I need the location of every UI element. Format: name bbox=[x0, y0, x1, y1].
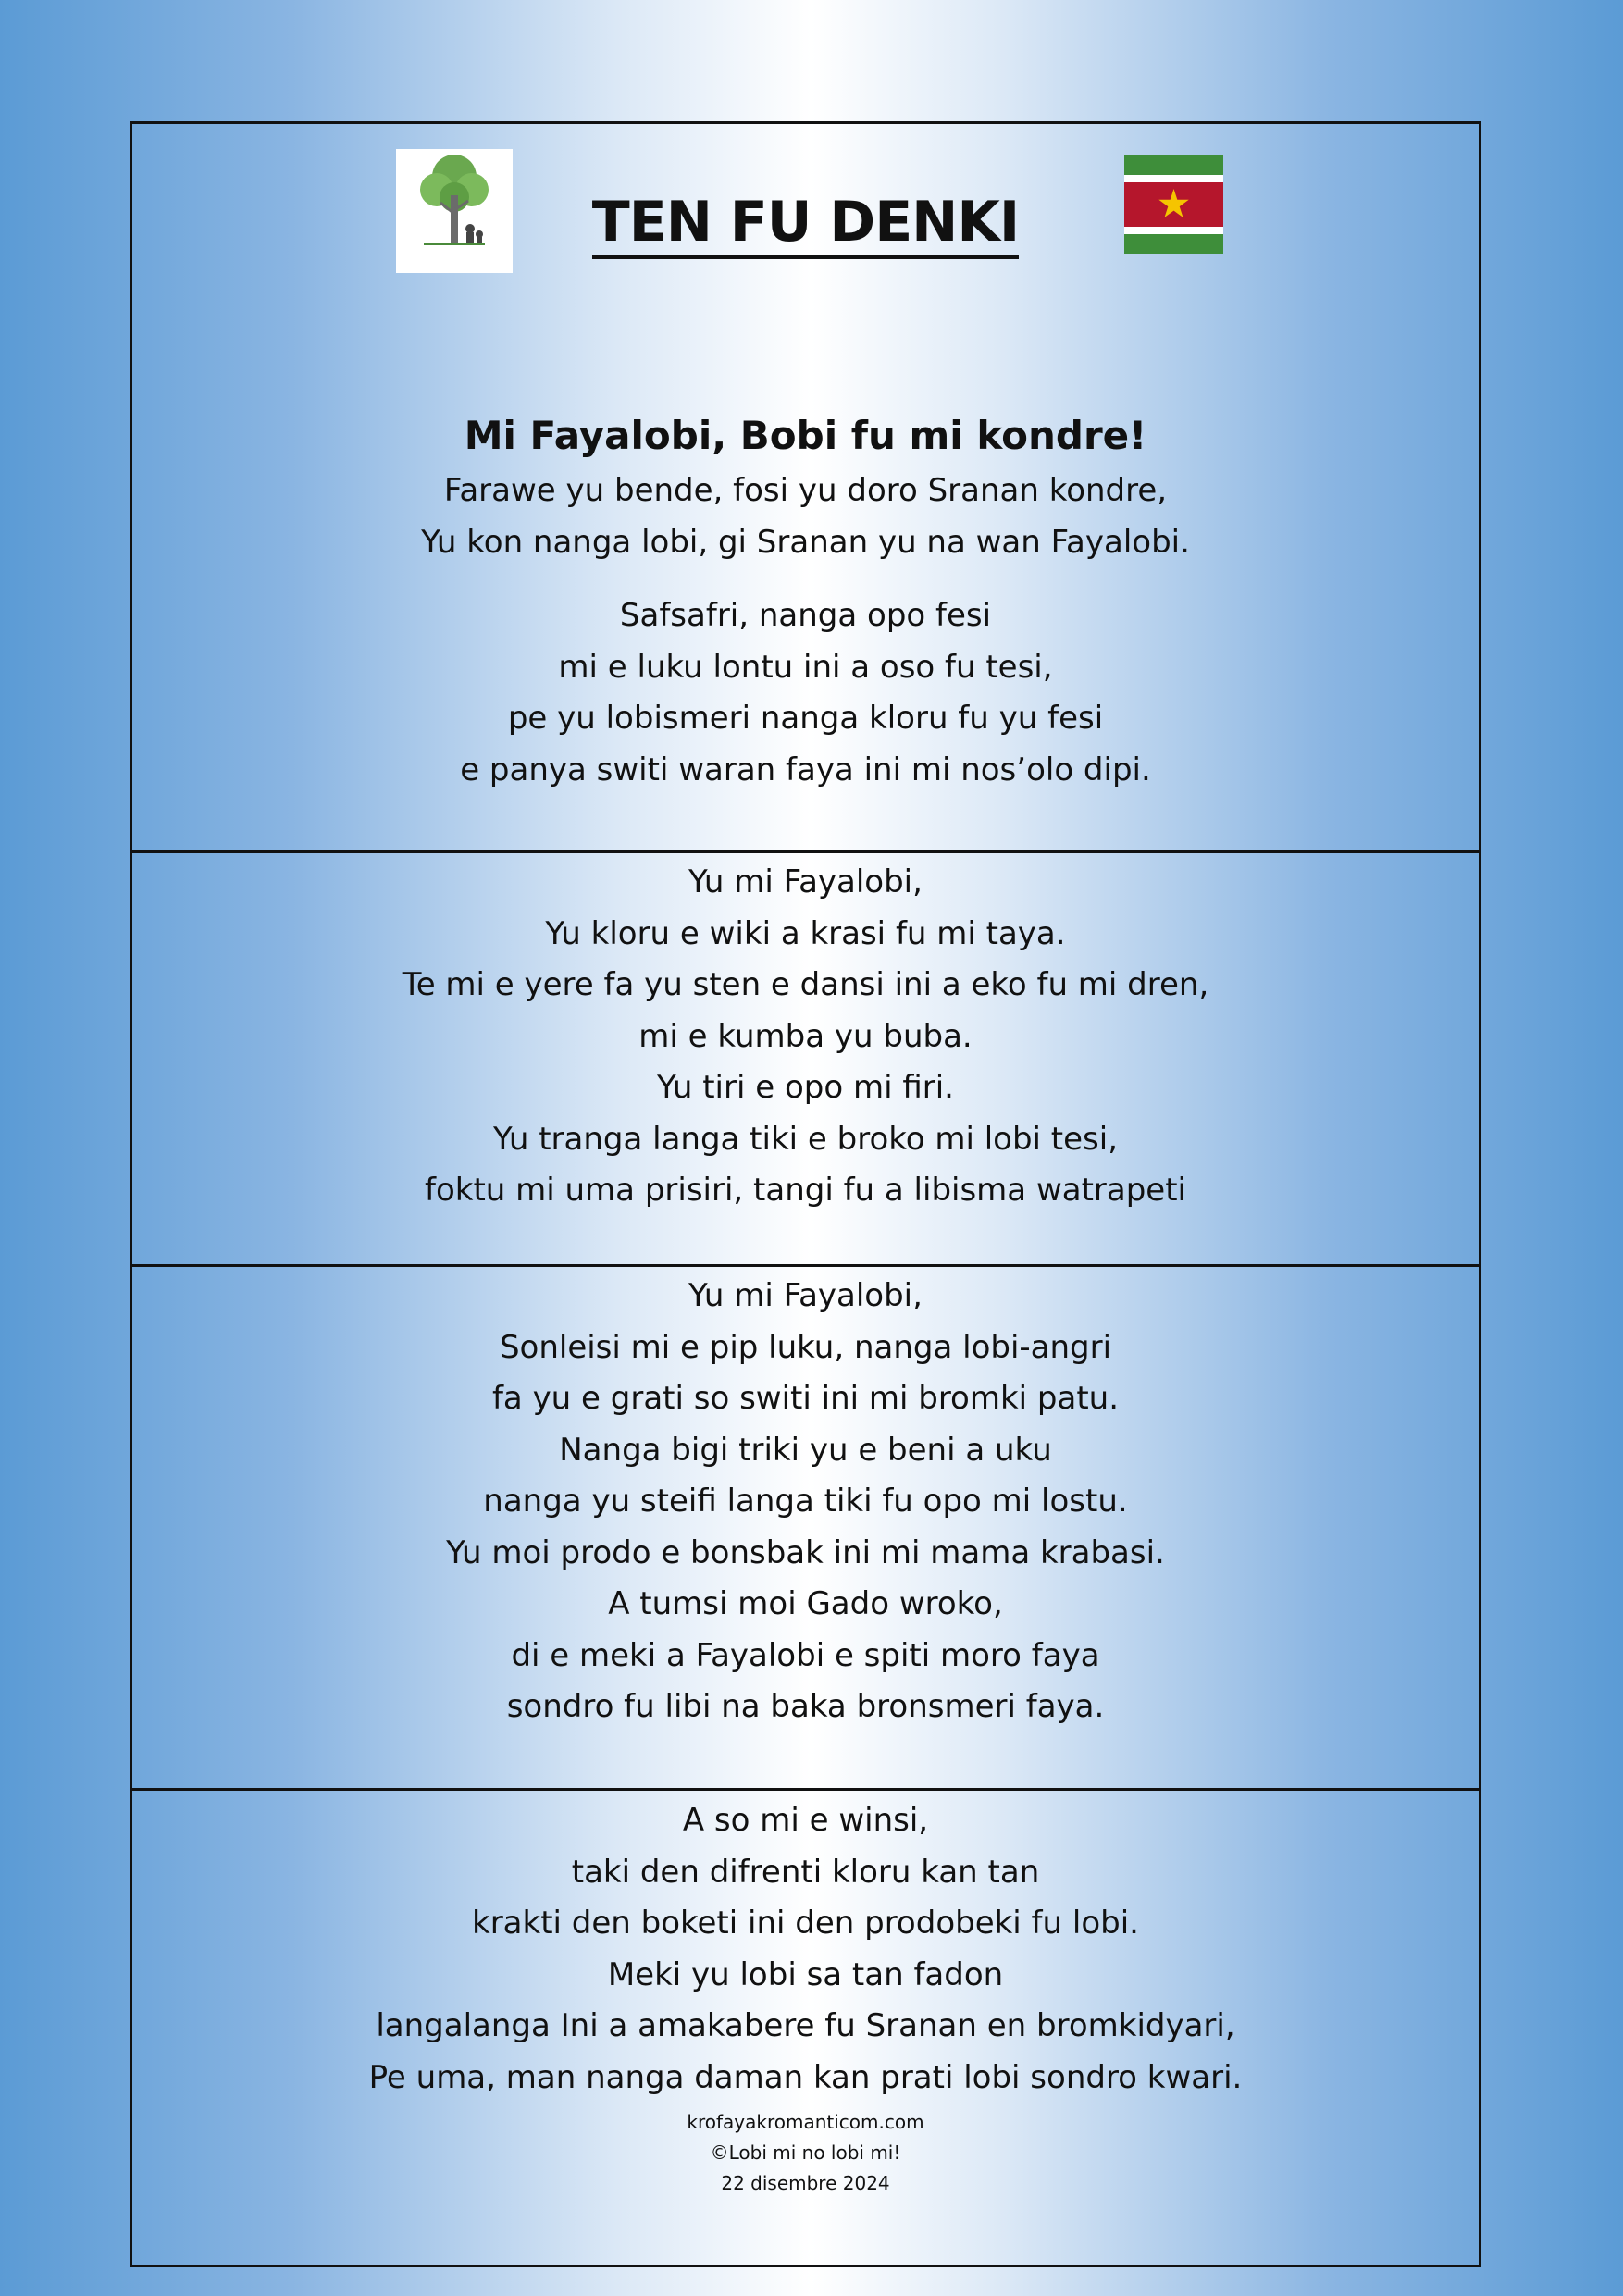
poem-line: Meki yu lobi sa tan fadon bbox=[607, 1955, 1004, 1993]
poem-line: Yu tiri e opo mi firi. bbox=[657, 1069, 954, 1106]
poem-line: nanga yu steifi langa tiki fu opo mi lostu. bbox=[483, 1483, 1128, 1520]
footer-date: 22 disembre 2024 bbox=[721, 2172, 890, 2194]
stanza-2 bbox=[132, 857, 1479, 1217]
poem-line: Pe uma, man nanga daman kan prati lobi sondro kwari. bbox=[368, 2058, 1243, 2096]
poem-line: mi e luku lontu ini a oso fu tesi, bbox=[558, 648, 1053, 686]
poem-line: Yu moi prodo e bonsbak ini mi mama krabasi. bbox=[446, 1533, 1165, 1571]
section-divider bbox=[132, 1788, 1479, 1791]
poem-line: Nanga bigi triki yu e beni a uku bbox=[559, 1431, 1052, 1469]
stanza-3 bbox=[132, 1271, 1479, 1733]
stanza-4 bbox=[132, 1795, 1479, 2199]
section-divider bbox=[132, 850, 1479, 853]
intro-section bbox=[132, 408, 1479, 796]
page-title-text: TEN FU DENKI bbox=[592, 190, 1019, 259]
poem-line: di e meki a Fayalobi e spiti moro faya bbox=[511, 1636, 1100, 1674]
poem-line: A so mi e winsi, bbox=[682, 1802, 929, 1839]
poem-line: pe yu lobismeri nanga kloru fu yu fesi bbox=[507, 700, 1104, 737]
section-divider bbox=[132, 1264, 1479, 1267]
poem-line: Farawe yu bende, fosi yu doro Sranan kondre, bbox=[443, 472, 1168, 509]
poem-line: foktu mi uma prisiri, tangi fu a libisma watrapeti bbox=[424, 1172, 1187, 1209]
poem-line: e panya switi waran faya ini mi nos’olo dipi. bbox=[460, 751, 1151, 788]
flag bbox=[1124, 155, 1223, 254]
poem-line: taki den difrenti kloru kan tan bbox=[571, 1853, 1040, 1891]
poem-line: Yu kon nanga lobi, gi Sranan yu na wan Fayalobi. bbox=[421, 523, 1190, 561]
suriname-flag-icon bbox=[1124, 155, 1223, 254]
poem-line: sondro fu libi na baka bronsmeri faya. bbox=[506, 1688, 1105, 1725]
page-title bbox=[132, 190, 1479, 254]
footer-website: krofayakromanticom.com bbox=[687, 2111, 924, 2133]
poem-line: Te mi e yere fa yu sten e dansi ini a eko fu mi dren, bbox=[402, 966, 1209, 1003]
footer-copyright: ©Lobi mi no lobi mi! bbox=[710, 2141, 901, 2164]
poem-subtitle: Mi Fayalobi, Bobi fu mi kondre! bbox=[464, 413, 1147, 458]
poem-line: Safsafri, nanga opo fesi bbox=[619, 597, 992, 634]
poem-line: krakti den boketi ini den prodobeki fu lobi. bbox=[472, 1905, 1139, 1942]
poem-frame bbox=[130, 121, 1481, 2267]
poem-line: fa yu e grati so switi ini mi bromki patu. bbox=[491, 1380, 1120, 1417]
poem-line: mi e kumba yu buba. bbox=[638, 1017, 973, 1055]
poem-line: Yu kloru e wiki a krasi fu mi taya. bbox=[545, 914, 1066, 952]
poem-line: langalanga Ini a amakabere fu Sranan en bromkidyari, bbox=[376, 2007, 1235, 2044]
poem-line: A tumsi moi Gado wroko, bbox=[608, 1585, 1003, 1622]
poem-line: Yu mi Fayalobi, bbox=[688, 1277, 923, 1314]
poem-line: Yu tranga langa tiki e broko mi lobi tesi, bbox=[492, 1120, 1119, 1158]
poem-line: Yu mi Fayalobi, bbox=[688, 863, 923, 900]
poem-line: Sonleisi mi e pip luku, nanga lobi-angri bbox=[499, 1328, 1112, 1366]
